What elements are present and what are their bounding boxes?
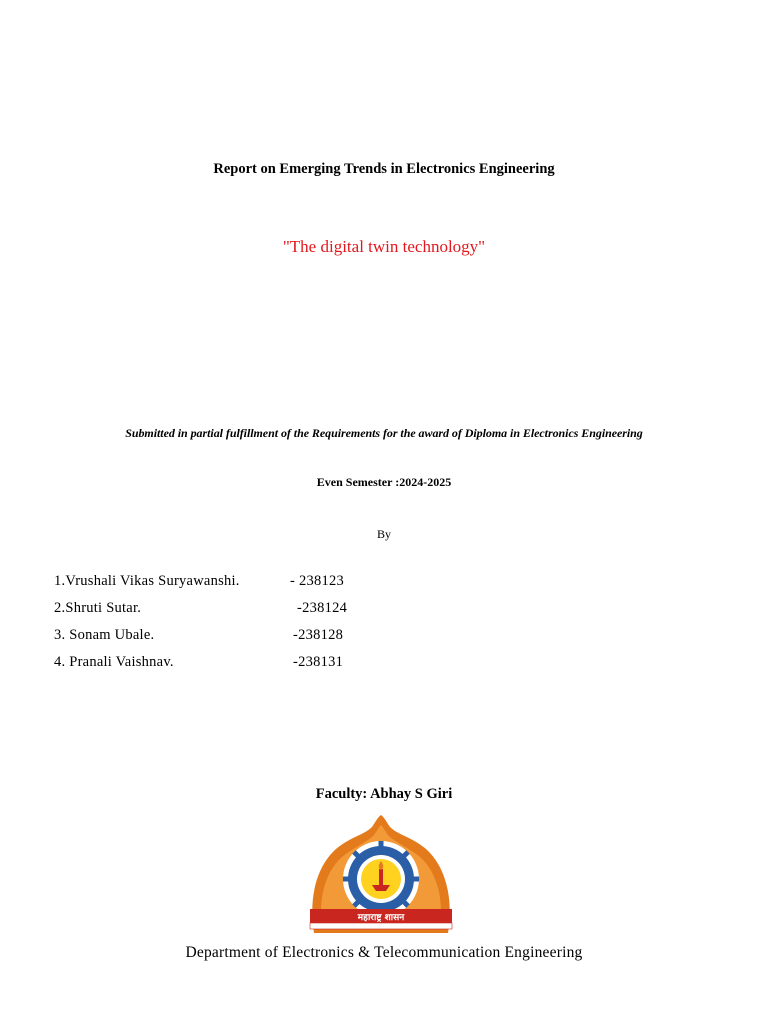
student-roll: -238124 xyxy=(297,600,348,616)
student-roll: -238131 xyxy=(293,654,344,670)
student-row xyxy=(54,600,348,617)
faculty-label: Faculty: Abhay S Giri xyxy=(315,786,453,802)
by-label: By xyxy=(376,527,391,541)
student-row xyxy=(54,627,344,644)
semester-label: Even Semester :2024-2025 xyxy=(316,475,452,489)
student-row xyxy=(54,573,344,590)
student-roll: - 238123 xyxy=(290,573,344,589)
student-name: 2.Shruti Sutar. xyxy=(54,600,142,616)
submission-statement: Submitted in partial fulfillment of the Requirements for the award of Diploma in Electronics Engineering xyxy=(125,426,643,440)
student-name: 3. Sonam Ubale. xyxy=(54,627,155,643)
student-name: 1.Vrushali Vikas Suryawanshi. xyxy=(54,573,240,589)
svg-text:महाराष्ट्र शासन: महाराष्ट्र शासन xyxy=(357,913,405,923)
department-name: Department of Electronics & Telecommunication Engineering xyxy=(185,944,583,961)
student-roll: -238128 xyxy=(293,627,344,643)
student-row xyxy=(54,654,344,671)
institute-emblem-icon xyxy=(306,815,456,935)
student-name: 4. Pranali Vaishnav. xyxy=(54,654,174,670)
report-title: Report on Emerging Trends in Electronics Engineering xyxy=(213,161,555,177)
report-subtitle: "The digital twin technology" xyxy=(282,237,486,256)
